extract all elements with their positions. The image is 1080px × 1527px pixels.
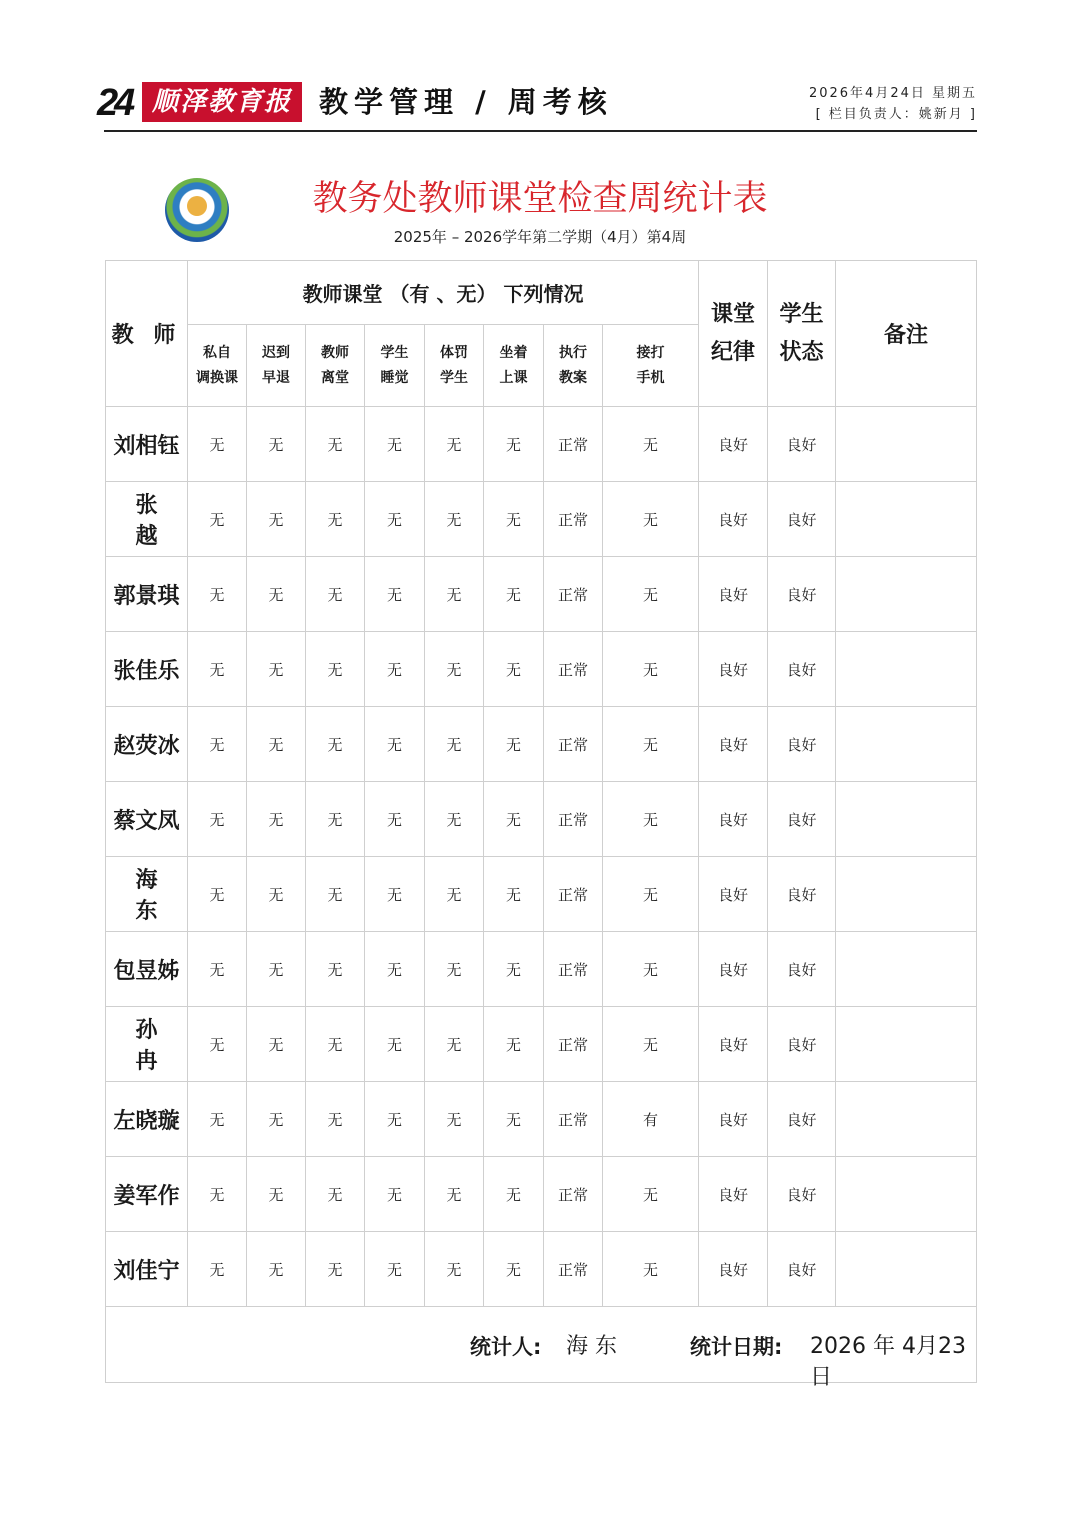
discipline-cell: 良好: [699, 482, 768, 557]
condition-cell: 无: [247, 707, 306, 782]
note-cell: [836, 1157, 977, 1232]
discipline-header-line: 纪律: [711, 339, 756, 365]
header-rule: [104, 130, 977, 132]
table-row: [106, 557, 977, 632]
notes-header: 备注: [836, 261, 977, 407]
sub-header-line: 学生: [440, 369, 468, 386]
condition-cell: 无: [306, 707, 365, 782]
sub-header-line: 接打: [636, 344, 665, 361]
teacher-name: 刘佳宁: [106, 1232, 188, 1307]
sub-header-line: 手机: [636, 369, 665, 386]
condition-cell: 无: [365, 632, 425, 707]
table-row: [106, 857, 977, 932]
table-body: [106, 407, 977, 1307]
newspaper-logo: 顺泽教育报: [142, 82, 302, 122]
condition-cell: 无: [247, 482, 306, 557]
condition-cell: 无: [603, 482, 699, 557]
sub-header-cell: [306, 325, 365, 407]
condition-cell: 正常: [544, 932, 603, 1007]
condition-cell: 无: [365, 1007, 425, 1082]
note-cell: [836, 932, 977, 1007]
student-status-cell: 良好: [768, 407, 836, 482]
condition-cell: 无: [306, 1232, 365, 1307]
table-row: [106, 1082, 977, 1157]
condition-cell: 无: [484, 632, 544, 707]
status-header-line: 学生: [779, 301, 824, 327]
discipline-cell: 良好: [699, 407, 768, 482]
sub-header-cell: [365, 325, 425, 407]
section-title: 教学管理 / 周考核: [319, 85, 613, 119]
table-row: [106, 407, 977, 482]
sub-header-line: 迟到: [262, 344, 290, 361]
teacher-name: 郭景琪: [106, 557, 188, 632]
condition-cell: 无: [247, 407, 306, 482]
statistician-label: 统计人:: [470, 1335, 542, 1359]
note-cell: [836, 1232, 977, 1307]
discipline-cell: 良好: [699, 857, 768, 932]
condition-cell: 无: [247, 557, 306, 632]
condition-cell: 无: [603, 632, 699, 707]
sub-header-line: 早退: [262, 369, 290, 386]
sub-header-cell: [247, 325, 306, 407]
stat-date-label: 统计日期:: [690, 1335, 783, 1359]
condition-cell: 正常: [544, 557, 603, 632]
condition-cell: 无: [425, 707, 484, 782]
status-header-line: 状态: [779, 339, 824, 365]
condition-cell: 无: [365, 782, 425, 857]
discipline-cell: 良好: [699, 1157, 768, 1232]
conditions-group-header: 教师课堂 （有 、无） 下列情况: [188, 261, 699, 325]
condition-cell: 无: [484, 707, 544, 782]
student-status-cell: 良好: [768, 707, 836, 782]
table-row: [106, 1232, 977, 1307]
table-row: [106, 482, 977, 557]
teacher-name: 孙冉: [106, 1007, 188, 1082]
student-status-cell: 良好: [768, 557, 836, 632]
teacher-name: 包昱姊: [106, 932, 188, 1007]
condition-cell: 无: [484, 932, 544, 1007]
condition-cell: 无: [188, 857, 247, 932]
statistician-value: 海 东: [566, 1334, 617, 1359]
sub-header-line: 调换课: [196, 369, 238, 386]
condition-cell: 正常: [544, 632, 603, 707]
condition-cell: 无: [603, 1007, 699, 1082]
teacher-name: 蔡文凤: [106, 782, 188, 857]
condition-cell: 无: [603, 407, 699, 482]
student-status-header: [768, 261, 836, 407]
condition-cell: 无: [365, 482, 425, 557]
condition-cell: 无: [603, 932, 699, 1007]
note-cell: [836, 1082, 977, 1157]
condition-cell: 正常: [544, 857, 603, 932]
condition-cell: 无: [425, 1082, 484, 1157]
discipline-header: [699, 261, 768, 407]
condition-cell: 无: [484, 557, 544, 632]
condition-cell: 无: [425, 482, 484, 557]
condition-cell: 无: [365, 407, 425, 482]
condition-cell: 无: [425, 1232, 484, 1307]
condition-cell: 无: [306, 1082, 365, 1157]
note-cell: [836, 407, 977, 482]
condition-cell: 无: [603, 857, 699, 932]
condition-cell: 无: [188, 1157, 247, 1232]
document-subtitle: 2025年 – 2026学年第二学期（4月）第4周: [393, 228, 687, 246]
condition-cell: 无: [306, 1157, 365, 1232]
condition-cell: 无: [425, 1157, 484, 1232]
discipline-header-line: 课堂: [711, 301, 756, 327]
condition-cell: 无: [247, 1082, 306, 1157]
condition-cell: 正常: [544, 482, 603, 557]
condition-cell: 无: [247, 782, 306, 857]
condition-cell: 无: [188, 1232, 247, 1307]
sub-header-line: 教师: [321, 344, 349, 361]
condition-cell: 无: [365, 1232, 425, 1307]
condition-cell: 无: [365, 857, 425, 932]
stat-date-value: 2026 年 4月23日: [810, 1334, 966, 1390]
student-status-cell: 良好: [768, 482, 836, 557]
condition-cell: 无: [188, 557, 247, 632]
condition-cell: 无: [603, 1157, 699, 1232]
condition-cell: 无: [425, 632, 484, 707]
teacher-header: 教 师: [106, 261, 188, 407]
document-title: 教务处教师课堂检查周统计表: [312, 179, 768, 219]
student-status-cell: 良好: [768, 1007, 836, 1082]
teacher-name: 刘相钰: [106, 407, 188, 482]
condition-cell: 无: [306, 557, 365, 632]
masthead: [97, 78, 977, 132]
condition-cell: 正常: [544, 707, 603, 782]
condition-cell: 无: [306, 932, 365, 1007]
teacher-name: 张佳乐: [106, 632, 188, 707]
note-cell: [836, 707, 977, 782]
condition-cell: 正常: [544, 1082, 603, 1157]
condition-cell: 正常: [544, 1232, 603, 1307]
condition-cell: 无: [365, 1082, 425, 1157]
sub-header-line: 私自: [203, 344, 231, 361]
sub-header-line: 学生: [380, 344, 409, 361]
condition-cell: 无: [306, 407, 365, 482]
condition-cell: 无: [425, 557, 484, 632]
table-row: [106, 707, 977, 782]
condition-cell: 正常: [544, 407, 603, 482]
condition-cell: 无: [425, 857, 484, 932]
condition-cell: 无: [306, 632, 365, 707]
sub-header-line: 体罚: [440, 344, 468, 361]
condition-cell: 无: [247, 1157, 306, 1232]
condition-cell: 有: [603, 1082, 699, 1157]
condition-cell: 无: [484, 1007, 544, 1082]
sub-header-line: 教案: [559, 369, 587, 386]
condition-cell: 无: [603, 782, 699, 857]
condition-cell: 无: [365, 932, 425, 1007]
discipline-cell: 良好: [699, 932, 768, 1007]
sub-header-line: 上课: [499, 369, 528, 386]
condition-cell: 无: [306, 857, 365, 932]
discipline-cell: 良好: [699, 782, 768, 857]
table-footer: [106, 1307, 977, 1390]
inspection-table: [105, 260, 977, 1390]
discipline-cell: 良好: [699, 557, 768, 632]
teacher-name: 赵荧冰: [106, 707, 188, 782]
discipline-cell: 良好: [699, 1232, 768, 1307]
condition-cell: 无: [247, 932, 306, 1007]
teacher-name: 海东: [106, 857, 188, 932]
condition-cell: 无: [425, 932, 484, 1007]
sub-header-cell: [425, 325, 484, 407]
student-status-cell: 良好: [768, 782, 836, 857]
condition-cell: 无: [603, 707, 699, 782]
condition-cell: 无: [484, 1082, 544, 1157]
condition-cell: 无: [247, 1007, 306, 1082]
condition-cell: 正常: [544, 1007, 603, 1082]
note-cell: [836, 557, 977, 632]
discipline-cell: 良好: [699, 707, 768, 782]
condition-cell: 无: [425, 1007, 484, 1082]
condition-cell: 无: [484, 857, 544, 932]
discipline-cell: 良好: [699, 632, 768, 707]
note-cell: [836, 482, 977, 557]
condition-cell: 无: [484, 407, 544, 482]
condition-cell: 无: [188, 482, 247, 557]
issue-number: 24: [97, 82, 132, 124]
condition-cell: 无: [188, 1082, 247, 1157]
student-status-cell: 良好: [768, 857, 836, 932]
condition-cell: 无: [365, 557, 425, 632]
condition-cell: 无: [188, 1007, 247, 1082]
condition-cell: 无: [188, 932, 247, 1007]
condition-cell: 无: [484, 1232, 544, 1307]
student-status-cell: 良好: [768, 1082, 836, 1157]
sub-header-cell: [188, 325, 247, 407]
teacher-name: 姜军作: [106, 1157, 188, 1232]
sub-header-line: 离堂: [321, 369, 349, 386]
note-cell: [836, 1007, 977, 1082]
school-emblem-icon: [165, 178, 229, 242]
condition-cell: 无: [365, 1157, 425, 1232]
student-status-cell: 良好: [768, 1232, 836, 1307]
sub-header-line: 执行: [559, 344, 587, 361]
condition-cell: 无: [247, 857, 306, 932]
condition-cell: 无: [484, 1157, 544, 1232]
sub-header-cell: [484, 325, 544, 407]
condition-cell: 无: [425, 407, 484, 482]
condition-cell: 无: [484, 782, 544, 857]
condition-cell: 无: [306, 482, 365, 557]
note-cell: [836, 632, 977, 707]
discipline-cell: 良好: [699, 1082, 768, 1157]
condition-cell: 无: [603, 557, 699, 632]
condition-cell: 无: [188, 407, 247, 482]
note-cell: [836, 782, 977, 857]
condition-cell: 无: [247, 1232, 306, 1307]
table-row: [106, 1007, 977, 1082]
condition-cell: 无: [603, 1232, 699, 1307]
sub-header-cell: [544, 325, 603, 407]
discipline-cell: 良好: [699, 1007, 768, 1082]
teacher-name: 左晓璇: [106, 1082, 188, 1157]
condition-cell: 无: [188, 707, 247, 782]
sub-header-cell: [603, 325, 699, 407]
condition-cell: 无: [247, 632, 306, 707]
condition-cell: 无: [425, 782, 484, 857]
table-row: [106, 932, 977, 1007]
student-status-cell: 良好: [768, 1157, 836, 1232]
student-status-cell: 良好: [768, 632, 836, 707]
condition-cell: 无: [484, 482, 544, 557]
condition-cell: 无: [306, 782, 365, 857]
student-status-cell: 良好: [768, 932, 836, 1007]
condition-cell: 无: [365, 707, 425, 782]
condition-cell: 无: [188, 782, 247, 857]
condition-cell: 无: [306, 1007, 365, 1082]
table-row: [106, 632, 977, 707]
issue-date: 2026年4月24日 星期五: [808, 86, 977, 101]
condition-cell: 正常: [544, 782, 603, 857]
sub-header-line: 睡觉: [380, 369, 409, 386]
column-editor: [ 栏目负责人：姚新月 ]: [815, 107, 977, 122]
sub-header-line: 坐着: [499, 344, 528, 361]
table-row: [106, 782, 977, 857]
condition-cell: 无: [188, 632, 247, 707]
note-cell: [836, 857, 977, 932]
table-row: [106, 1157, 977, 1232]
teacher-name: 张越: [106, 482, 188, 557]
condition-cell: 正常: [544, 1157, 603, 1232]
